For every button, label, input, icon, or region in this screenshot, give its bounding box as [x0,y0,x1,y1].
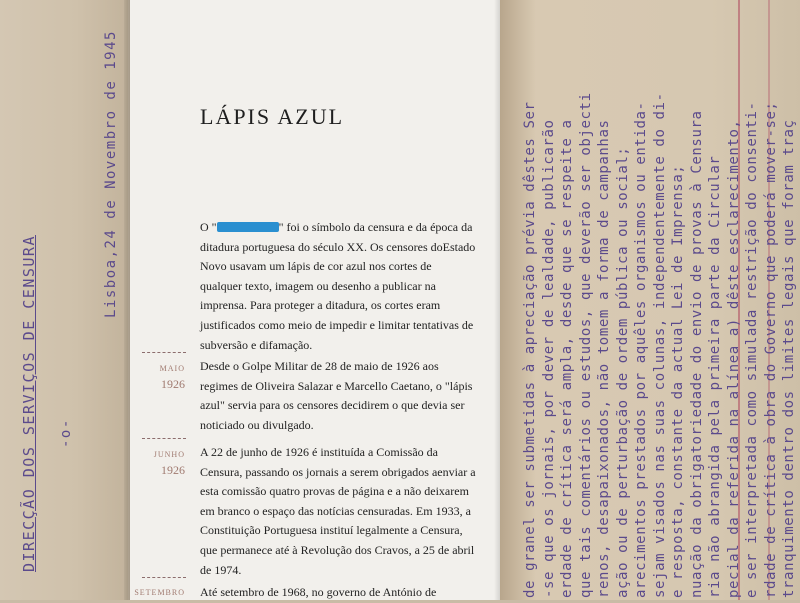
event-month: JUNHO [153,450,185,459]
censor-redaction-mark [217,222,279,232]
typed-line: ação ou de perturbação de ordem pública ou social; [614,146,631,598]
typed-line: de granel ser submetidas à apreciação prévia dêstes Ser [522,101,538,598]
book-page [130,0,500,600]
right-document-sheet [500,0,800,600]
event-separator [142,577,186,578]
event-month: SETEMBRO [134,588,185,597]
event-month: MAIO [159,364,185,373]
typed-line: e resposta, constante da actual Lei de Imprensa; [670,164,686,598]
typed-line: rdade de crítica à obra do Governo que poderá mover-se; [762,101,779,598]
office-header: DIRECÇÃO DOS SERVIÇOS DE CENSURA [20,235,38,572]
page-title: LÁPIS AZUL [200,104,345,129]
typed-line: ria não abrangida pela primeira parte da Circular [707,155,723,598]
typed-line: e ser interpretada como simulada restrição do consenti- [744,101,760,598]
event-text: Até setembro de 1968, no governo de António de [200,585,437,599]
typed-line: -se que os jornais, por dever de lealdade, publicarão [540,119,557,598]
typed-line: renos, desapaixonados, não tomem a forma de campanhas [596,119,612,598]
event-year: 1926 [161,377,185,391]
event-text: A 22 de junho de 1926 é instituída a Comissão da Censura, passando os jornais a serem obrigados aenviar a esta comissão quatro provas de página e a não deixarem em branco o espaço das notícias censuradas. Em 1933, a Constituição Portuguesa instituí legalmente a Censura, que permanece até à Revolução dos Cravos, a 25 de abril de 1974. [200,445,476,577]
event-text: Desde o Golpe Militar de 28 de maio de 1926 aos regimes de Oliveira Salazar e Marcello Caetano, o "lápis azul" servia para os censores decidirem o que devia ser noticiado ou divulgado. [200,359,473,432]
date-line: Lisboa,24 de Novembro de 1945 [103,30,119,318]
typed-line: arecimentos prestados por aquêles organismos ou entida- [633,101,649,598]
dash-mark: -o- [58,418,74,448]
typed-line: erdade de crítica será ampla, desde que se respeite a [559,119,575,598]
event-separator [142,438,186,439]
typed-line: que tais comentários ou estudos, que deverão ser objecti [577,92,594,598]
left-document-sheet [0,0,128,600]
typed-line: pecial da referida na alínea a) dêste esclarecimento, [725,119,742,598]
typed-line: sejam visados nas suas colunas, independentemente do di- [651,92,668,598]
event-separator [142,352,186,353]
typed-line: tranquimento dentro dos limites legais que foram traç [781,119,797,598]
intro-text: " foi o símbolo da censura e da época da ditadura portuguesa do século XX. Os censores doEstado Novo usavam um lápis de cor azul nos cortes de qualquer texto, imagem ou desenho a publicar na imprensa. Para proteger a ditadura, os cortes eram justificados como meio de impedir e limitar tentativas de subversão e difamação. [200,220,476,352]
event-year: 1926 [161,463,185,477]
typed-line: nuação da obrigatoriedade do envio de provas à Censura [688,110,705,598]
intro-paragraph [200,218,476,355]
intro-open-quote: O " [200,220,217,234]
